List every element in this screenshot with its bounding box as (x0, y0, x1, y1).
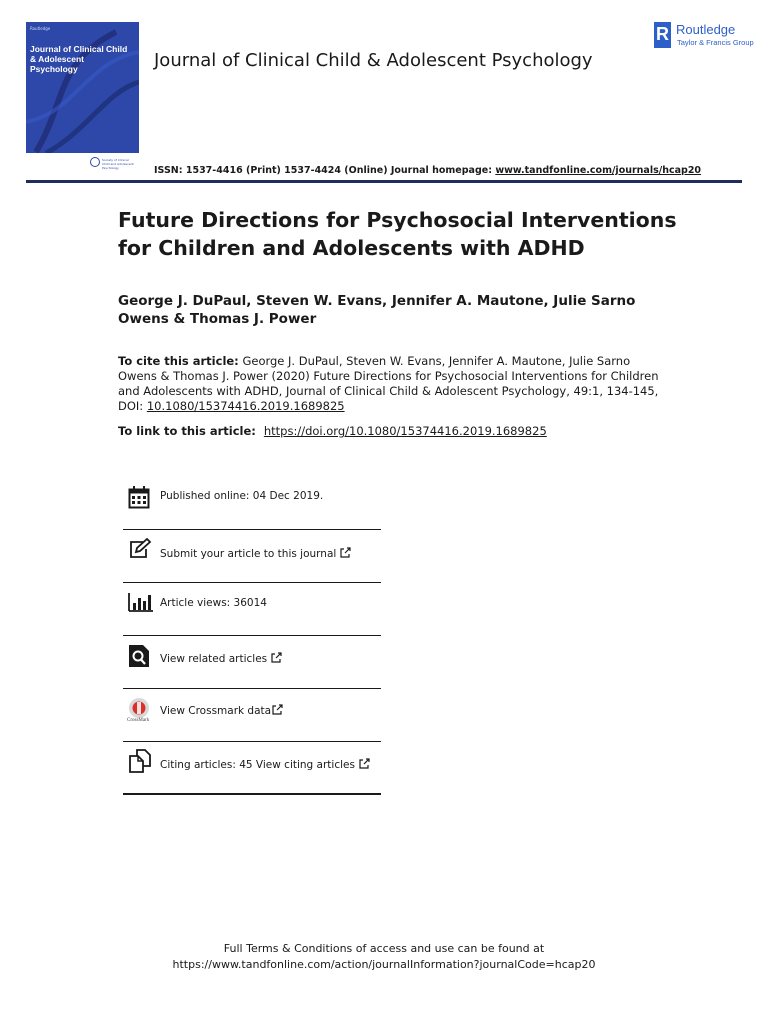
external-link-icon (340, 547, 351, 558)
crossmark-row[interactable] (123, 697, 381, 727)
row-divider (123, 529, 381, 530)
submit-article-link[interactable] (160, 547, 351, 560)
terms-footer (0, 941, 768, 973)
issn-line (154, 165, 701, 176)
publisher-subtitle: Taylor & Francis Group (677, 38, 754, 47)
copy-documents-icon (128, 749, 152, 773)
society-logo-text: Society of Clinical Child and Adolescent Psychology (102, 158, 134, 170)
related-articles-label: View related articles (160, 653, 268, 665)
edit-icon (128, 538, 152, 560)
external-link-icon (271, 652, 282, 663)
article-authors: George J. DuPaul, Steven W. Evans, Jennifer A. Mautone, Julie Sarno Owens & Thomas J. Power (118, 293, 636, 327)
row-divider (123, 741, 381, 742)
header-divider (26, 180, 742, 183)
crossmark-icon-label: CrossMark (127, 718, 150, 723)
cite-text: George J. DuPaul, Steven W. Evans, Jennifer A. Mautone, Julie Sarno Owens & Thomas J. Power (2020) Future Directions for Psychosocial Interventions for Children and Adolescents with ADHD, Journal of Clinical Child & Adolescent Psychology, 49:1, 134-145, DOI: (118, 354, 659, 413)
society-logo-icon (90, 157, 100, 167)
related-articles-link[interactable] (160, 652, 282, 665)
cover-publisher-mark: Routledge (30, 26, 51, 31)
row-divider (123, 582, 381, 583)
submit-article-row[interactable] (123, 538, 381, 568)
issn-text: ISSN: 1537-4416 (Print) 1537-4424 (Online) Journal homepage: (154, 165, 496, 176)
submit-article-label: Submit your article to this journal (160, 548, 337, 560)
article-doi-url[interactable]: https://doi.org/10.1080/15374416.2019.1689825 (263, 424, 547, 438)
journal-title: Journal of Clinical Child & Adolescent Psychology (154, 50, 593, 71)
bar-chart-icon (128, 592, 154, 612)
published-date: Published online: 04 Dec 2019. (160, 490, 324, 502)
link-label: To link to this article: (118, 424, 260, 438)
article-views-row (123, 591, 381, 621)
cover-journal-title: Journal of Clinical Child & Adolescent Psychology (30, 44, 128, 74)
citing-articles-link[interactable] (160, 758, 370, 771)
journal-cover-image (26, 22, 139, 153)
crossmark-label: View Crossmark data (160, 705, 272, 717)
cite-label: To cite this article: (118, 354, 239, 368)
cover-swirl-graphic (26, 22, 139, 153)
external-link-icon (359, 758, 370, 769)
article-views: Article views: 36014 (160, 597, 267, 609)
journal-homepage-link[interactable]: www.tandfonline.com/journals/hcap20 (495, 165, 702, 176)
publisher-name: Routledge (676, 22, 736, 37)
row-divider (123, 793, 381, 795)
row-divider (123, 688, 381, 689)
row-divider (123, 635, 381, 636)
doi-link[interactable]: 10.1080/15374416.2019.1689825 (146, 399, 345, 413)
published-row (123, 484, 381, 514)
routledge-logo-icon: R (654, 22, 671, 48)
article-link-block (118, 424, 663, 439)
citing-articles-label: Citing articles: 45 View citing articles (160, 759, 355, 771)
citing-articles-row[interactable] (123, 749, 381, 779)
cover-footer-strip (26, 153, 139, 175)
footer-terms-url[interactable]: https://www.tandfonline.com/action/journalInformation?journalCode=hcap20 (172, 958, 596, 971)
related-articles-row[interactable] (123, 643, 381, 673)
calendar-icon (128, 485, 150, 509)
document-search-icon (128, 644, 150, 668)
external-link-icon (272, 704, 283, 715)
crossmark-link[interactable] (160, 704, 283, 717)
citation-block (118, 354, 663, 414)
article-title: Future Directions for Psychosocial Interventions for Children and Adolescents with ADHD (118, 208, 677, 260)
footer-line-1: Full Terms & Conditions of access and use can be found at (223, 942, 545, 955)
